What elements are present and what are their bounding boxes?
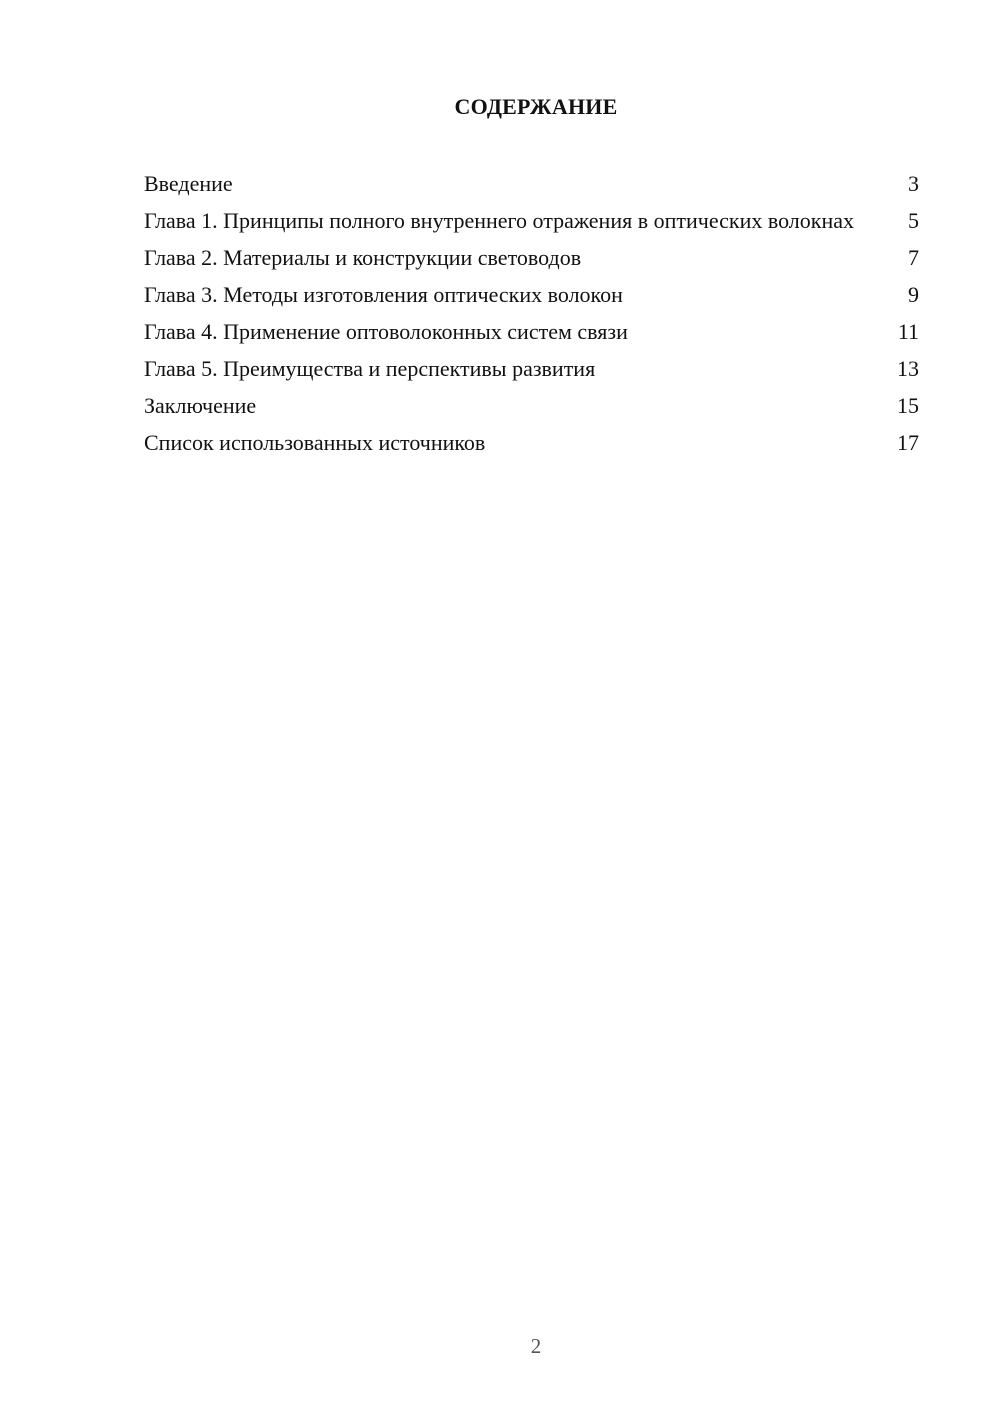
- toc-entry-label: Глава 2. Материалы и конструкции световодов: [144, 245, 582, 270]
- toc-entry-label: Глава 5. Преимущества и перспективы развития: [144, 356, 596, 381]
- toc-entry-page: 5: [908, 208, 919, 233]
- table-of-contents: [144, 170, 919, 466]
- toc-entry-label: Глава 1. Принципы полного внутреннего отражения в оптических волокнах: [144, 208, 855, 233]
- toc-entry: [144, 244, 919, 271]
- page-number: 2: [530, 1334, 542, 1358]
- toc-entry-page: 13: [897, 356, 919, 381]
- toc-entry: [144, 318, 919, 345]
- toc-entry: [144, 281, 919, 308]
- toc-entry-page: 7: [908, 245, 919, 270]
- toc-entry: [144, 170, 919, 197]
- toc-entry-page: 9: [908, 282, 919, 307]
- toc-entry-label: Глава 4. Применение оптоволоконных систем связи: [144, 319, 628, 344]
- toc-entry-page: 3: [908, 171, 919, 196]
- toc-entry-page: 17: [897, 430, 919, 455]
- toc-entry: [144, 392, 919, 419]
- toc-entry: [144, 429, 919, 456]
- toc-entry-label: Глава 3. Методы изготовления оптических волокон: [144, 282, 623, 307]
- toc-entry-page: 15: [897, 393, 919, 418]
- page-title: СОДЕРЖАНИЕ: [454, 94, 618, 119]
- toc-entry-label: Список использованных источников: [144, 430, 486, 455]
- toc-entry: [144, 355, 919, 382]
- toc-entry-label: Заключение: [144, 393, 257, 418]
- toc-entry: [144, 207, 919, 234]
- toc-entry-label: Введение: [144, 171, 233, 196]
- toc-entry-page: 11: [897, 319, 919, 344]
